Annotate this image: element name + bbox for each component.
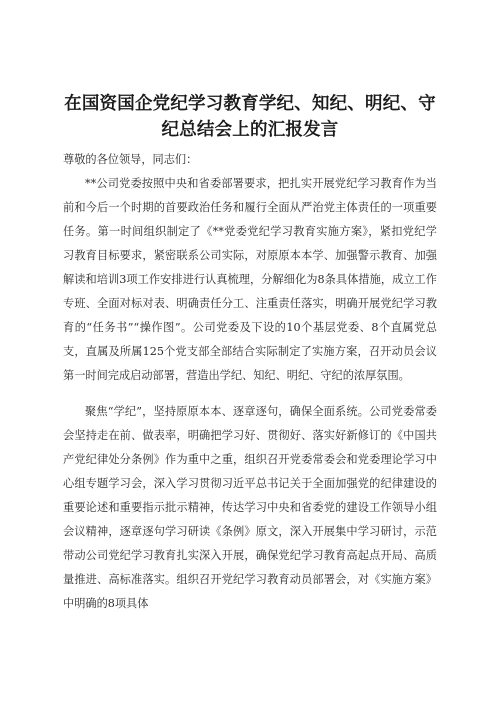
paragraph-1: **公司党委按照中央和省委部署要求，把扎实开展党纪学习教育作为当前和今后一个时期的首要政治任务和履行全面从严治党主体责任的一项重要任务。第一时间组织制定了《**党委党纪学习教育实施方案》，紧扣党纪学习教育目标要求，紧密联系公司实际，对原原本本学、加强警示教育、加强解读和培训3项工作安排进行认真梳理，分解细化为8条具体措施，成立工作专班、全面对标对表、明确责任分工、注重责任落实，明确开展党纪学习教育的“任务书”“操作图”。公司党委及下设的10个基层党委、8个直属党总支，直属及所属125个党支部全部结合实际制定了实施方案，召开动员会议第一时间完成启动部署，营造出学纪、知纪、明纪、守纪的浓厚氛围。	[63, 177, 437, 382]
paragraph-2: 聚焦“学纪”，坚持原原本本、逐章逐句，确保全面系统。公司党委常委会坚持走在前、做表率，明确把学习好、贯彻好、落实好新修订的《中国共产党纪律处分条例》作为重中之重，组织召开党委常委会和党委理论学习中心组专题学习会，深入学习贯彻习近平总书记关于全面加强党的纪律建设的重要论述和重要指示批示精神，传达学习中央和省委党的建设工作领导小组会议精神，逐章逐句学习研读《条例》原文，深入开展集中学习研讨，示范带动公司党纪学习教育扎实深入开展，确保党纪学习教育高起点开局、高质量推进、高标准落实。组织召开党纪学习教育动员部署会，对《实施方案》中明确的8项具体	[63, 405, 437, 610]
salutation: 尊敬的各位领导，同志们：	[63, 153, 198, 166]
document-title-line-1: 在国资国企党纪学习教育学纪、知纪、明纪、守	[64, 94, 436, 114]
document-title-line-2: 纪总结会上的汇报发言	[161, 120, 339, 140]
document-body	[63, 148, 437, 616]
